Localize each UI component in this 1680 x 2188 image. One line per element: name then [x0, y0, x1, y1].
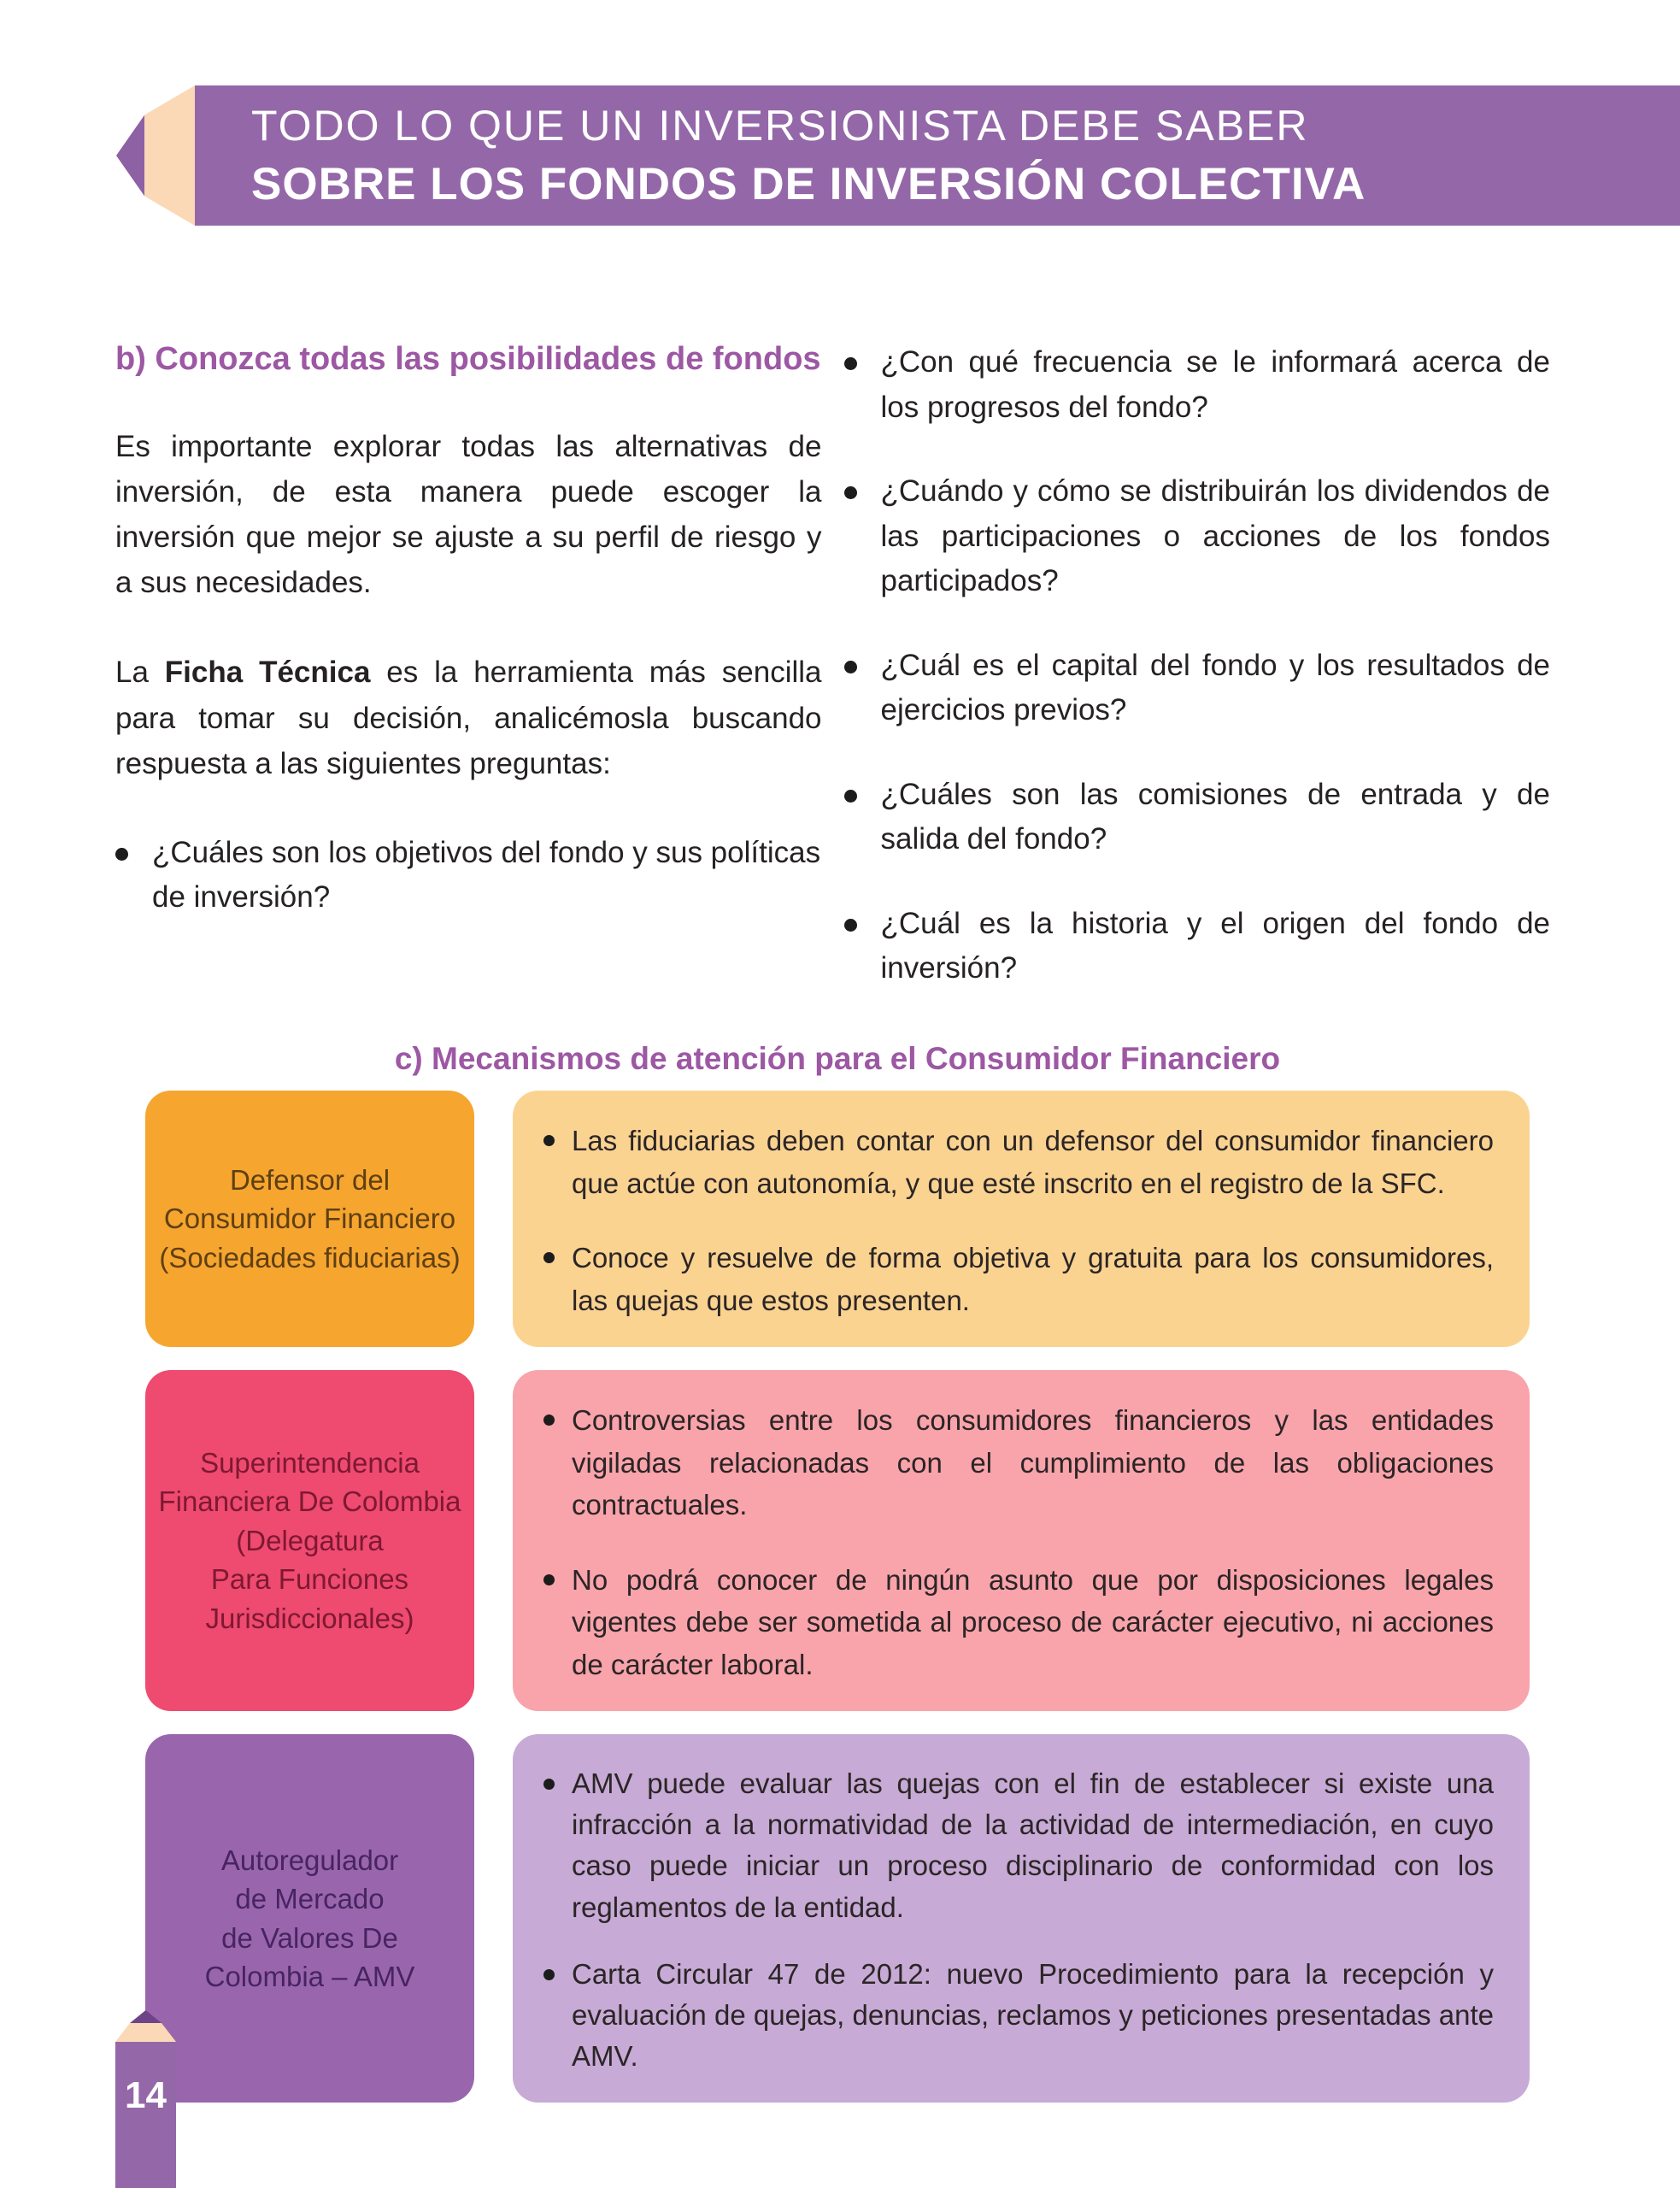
list-item	[543, 1954, 1494, 2078]
paragraph-2-suffix: es la herramienta más sencilla para tomar su decisión, analicémosla buscando respuesta a las siguientes preguntas:	[115, 656, 822, 780]
page-number-pencil	[115, 2010, 176, 2188]
bullet-icon	[844, 486, 857, 499]
list-item	[844, 902, 1551, 991]
table-row-amv	[145, 1734, 1530, 2103]
two-column-body	[115, 340, 1550, 1031]
mechanisms-table	[145, 1091, 1530, 2103]
section-c-heading: c) Mecanismos de atención para el Consumidor Financiero	[394, 1041, 1281, 1076]
row-content-defensor	[513, 1091, 1530, 1347]
bullet-icon	[844, 790, 857, 803]
section-b-paragraph-2	[115, 650, 822, 786]
bullet-icon	[543, 1779, 555, 1790]
list-item-text: ¿Cuáles son las comisiones de entrada y de salida del fondo?	[880, 777, 1550, 856]
list-item	[844, 644, 1551, 733]
paragraph-2-prefix: La	[115, 656, 165, 690]
list-item	[844, 340, 1551, 430]
bullet-icon	[844, 919, 857, 932]
section-b-paragraph-1: Es importante explorar todas las alternativas de inversión, de esta manera puede escoger la inversión que mejor se ajuste a su perfil de riesgo y a sus necesidades.	[115, 429, 822, 600]
bullet-icon	[844, 357, 857, 370]
list-item-text: Conoce y resuelve de forma objetiva y gratuita para los consumidores, las quejas que estos presenten.	[572, 1242, 1494, 1316]
list-item-text: AMV puede evaluar las quejas con el fin de establecer si existe una infracción a la normatividad de la actividad de intermediación, en cuyo caso puede iniciar un proceso disciplinario de conformidad con los reglamentos de la entidad.	[572, 1767, 1494, 1923]
left-column	[115, 340, 822, 1031]
list-item	[115, 831, 822, 920]
list-item	[543, 1237, 1494, 1321]
header-banner	[195, 85, 1680, 226]
list-item	[543, 1120, 1494, 1204]
bullet-icon	[543, 1252, 555, 1263]
row-label-amv: Autoregulador de Mercado de Valores De Colombia – AMV	[145, 1734, 474, 2103]
pencil-point-shape	[115, 2010, 176, 2023]
header-title-line2: SOBRE LOS FONDOS DE INVERSIÓN COLECTIVA	[251, 159, 1366, 209]
paragraph-2-bold-term: Ficha Técnica	[164, 656, 371, 690]
bullet-icon	[543, 1135, 555, 1146]
bullet-icon	[543, 1415, 555, 1426]
page-header	[0, 85, 1680, 226]
header-title-line1: TODO LO QUE UN INVERSIONISTA DEBE SABER	[251, 102, 1309, 150]
list-item-text: ¿Con qué frecuencia se le informará acerca de los progresos del fondo?	[880, 345, 1550, 424]
list-item	[543, 1763, 1494, 1928]
bullet-icon	[115, 848, 128, 861]
list-item	[543, 1399, 1494, 1526]
section-b-heading: b) Conozca todas las posibilidades de fondos	[115, 341, 821, 377]
row-label-superintendencia: Superintendencia Financiera De Colombia (Delegatura Para Funciones Jurisdiccionales)	[145, 1370, 474, 1711]
list-item	[844, 773, 1551, 862]
list-item-text: No podrá conocer de ningún asunto que por disposiciones legales vigentes debe ser sometida al proceso de carácter ejecutivo, ni acciones de carácter laboral.	[572, 1563, 1494, 1680]
list-item-text: ¿Cuál es el capital del fondo y los resultados de ejercicios previos?	[880, 648, 1550, 726]
list-item-text: Controversias entre los consumidores financieros y las entidades vigiladas relacionadas con el cumplimiento de las obligaciones contractuales.	[572, 1404, 1494, 1520]
row-content-superintendencia	[513, 1370, 1530, 1711]
list-item-text: ¿Cuáles son los objetivos del fondo y sus políticas de inversión?	[152, 835, 821, 915]
list-item-text: ¿Cuándo y cómo se distribuirán los dividendos de las participaciones o acciones de los fondos participados?	[880, 474, 1550, 597]
list-item	[543, 1559, 1494, 1686]
bullet-icon	[543, 1574, 555, 1585]
row-label-defensor: Defensor del Consumidor Financiero (Sociedades fiduciarias)	[145, 1091, 474, 1347]
list-item-text: Las fiduciarias deben contar con un defensor del consumidor financiero que actúe con autonomía, y que esté inscrito en el registro de la SFC.	[572, 1125, 1494, 1199]
list-item-text: ¿Cuál es la historia y el origen del fondo de inversión?	[880, 906, 1550, 985]
bullet-icon	[543, 1969, 555, 1980]
pencil-body-shape	[115, 2042, 176, 2188]
pencil-icon	[116, 85, 195, 226]
pencil-wood-shape	[115, 2023, 176, 2042]
bullet-icon	[844, 661, 857, 673]
table-row-superintendencia	[145, 1370, 1530, 1711]
right-column	[844, 340, 1551, 1031]
list-item	[844, 469, 1551, 604]
list-item-text: Carta Circular 47 de 2012: nuevo Procedimiento para la recepción y evaluación de quejas, denuncias, reclamos y peticiones presentadas ante AMV.	[572, 1957, 1494, 2073]
table-row-defensor	[145, 1091, 1530, 1347]
page-number: 14	[125, 2074, 167, 2116]
row-content-amv	[513, 1734, 1530, 2103]
